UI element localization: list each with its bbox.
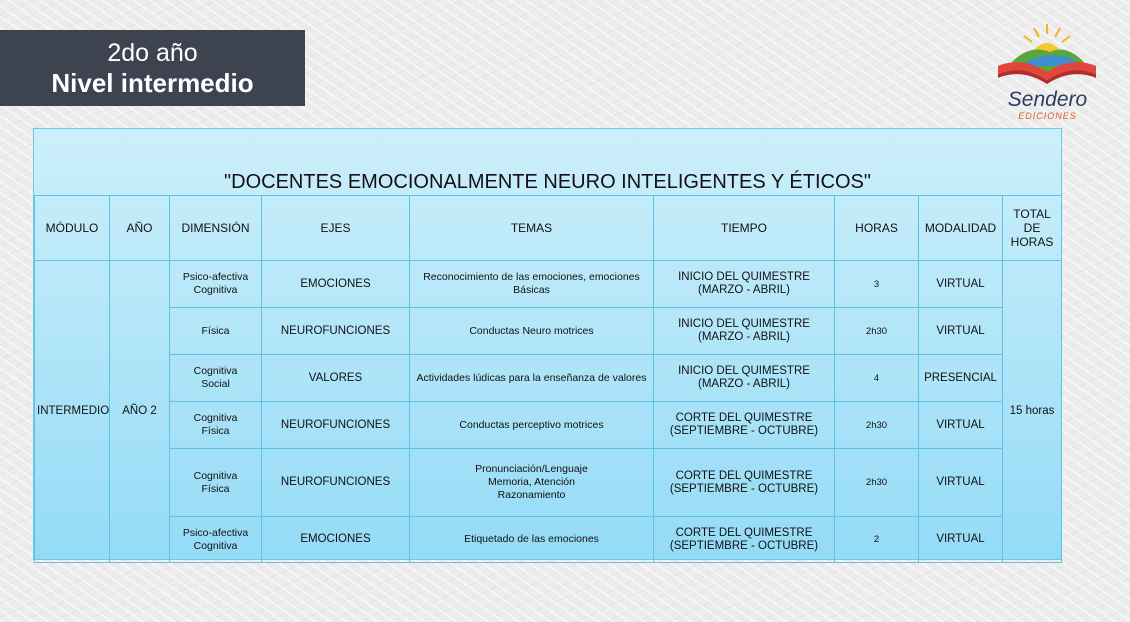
table-row [35, 261, 1062, 308]
anio-cell: AÑO 2 [110, 261, 170, 563]
tiempo-line: (SEPTIEMBRE - OCTUBRE) [669, 425, 819, 437]
col-tiempo: TIEMPO [654, 196, 835, 261]
temas-cell [410, 308, 654, 355]
col-ejes: EJES [262, 196, 410, 261]
temas-cell [410, 517, 654, 563]
level-title-box [0, 30, 305, 106]
tiempo-cell [654, 449, 835, 517]
eje-cell: NEUROFUNCIONES [262, 308, 410, 355]
dimension-line: Física [201, 482, 230, 495]
col-temas: TEMAS [410, 196, 654, 261]
col-total-horas: TOTAL DE HORAS [1003, 196, 1062, 261]
modalidad-cell: PRESENCIAL [919, 355, 1003, 402]
horas-cell: 2h30 [835, 402, 919, 449]
dimension-cell [170, 308, 262, 355]
header-row [35, 196, 1062, 261]
modalidad-cell: VIRTUAL [919, 261, 1003, 308]
eje-cell: EMOCIONES [262, 261, 410, 308]
tiempo-line: CORTE DEL QUIMESTRE [675, 412, 813, 424]
dimension-line: Física [201, 324, 230, 337]
temas-line: Etiquetado de las emociones [464, 533, 599, 545]
horas-cell: 4 [835, 355, 919, 402]
logo-name: Sendero [1007, 88, 1088, 111]
temas-line: Conductas perceptivo motrices [459, 418, 604, 431]
modalidad-cell: VIRTUAL [919, 517, 1003, 563]
tiempo-line: INICIO DEL QUIMESTRE [678, 318, 810, 330]
temas-line: Reconocimiento de las emociones, emociones [423, 271, 640, 283]
eje-cell: NEUROFUNCIONES [262, 449, 410, 517]
dimension-cell [170, 449, 262, 517]
program-table-panel [33, 128, 1062, 560]
tiempo-line: INICIO DEL QUIMESTRE [678, 271, 810, 283]
year-label: 2do año [107, 38, 198, 67]
modalidad-cell: VIRTUAL [919, 402, 1003, 449]
program-table [34, 195, 1062, 563]
table-row [35, 308, 1062, 355]
table-row [35, 517, 1062, 563]
eje-cell: VALORES [262, 355, 410, 402]
modulo-cell: INTERMEDIO [35, 261, 110, 563]
tiempo-line: CORTE DEL QUIMESTRE [675, 469, 813, 482]
horas-cell: 2h30 [835, 449, 919, 517]
tiempo-line: (MARZO - ABRIL) [697, 331, 790, 343]
dimension-line: Cognitiva [193, 284, 238, 296]
temas-line: Conductas Neuro motrices [469, 324, 594, 337]
level-label: Nivel intermedio [51, 67, 254, 98]
dimension-line: Social [201, 378, 230, 390]
temas-line: Razonamiento [497, 489, 566, 501]
tiempo-cell [654, 517, 835, 563]
tiempo-line: (SEPTIEMBRE - OCTUBRE) [669, 539, 819, 552]
col-modulo: MÓDULO [35, 196, 110, 261]
eje-cell: NEUROFUNCIONES [262, 402, 410, 449]
table-row [35, 402, 1062, 449]
horas-cell: 2 [835, 517, 919, 563]
tiempo-cell [654, 402, 835, 449]
col-dimension: DIMENSIÓN [170, 196, 262, 261]
temas-cell [410, 402, 654, 449]
dimension-line: Física [201, 425, 230, 437]
col-modalidad: MODALIDAD [919, 196, 1003, 261]
tiempo-cell [654, 308, 835, 355]
tiempo-cell [654, 355, 835, 402]
dimension-line: Cognitiva [193, 539, 238, 552]
tiempo-line: INICIO DEL QUIMESTRE [678, 365, 810, 377]
horas-cell: 3 [835, 261, 919, 308]
table-row [35, 449, 1062, 517]
book-sunrise-icon [990, 22, 1105, 94]
eje-cell: EMOCIONES [262, 517, 410, 563]
temas-cell [410, 355, 654, 402]
dimension-line: Psico-afectiva [182, 271, 249, 283]
temas-line: Básicas [513, 284, 550, 296]
tiempo-line: (MARZO - ABRIL) [697, 378, 790, 390]
temas-line: Pronunciación/Lenguaje [475, 463, 588, 475]
tiempo-line: CORTE DEL QUIMESTRE [675, 526, 813, 539]
temas-line: Memoria, Atención [488, 476, 575, 488]
dimension-cell [170, 517, 262, 563]
tiempo-line: (MARZO - ABRIL) [697, 284, 790, 296]
modalidad-cell: VIRTUAL [919, 449, 1003, 517]
total-horas-cell: 15 horas [1003, 261, 1062, 563]
tiempo-line: (SEPTIEMBRE - OCTUBRE) [669, 482, 819, 495]
col-horas: HORAS [835, 196, 919, 261]
dimension-line: Cognitiva [193, 412, 238, 424]
col-anio: AÑO [110, 196, 170, 261]
sendero-logo [985, 18, 1110, 126]
dimension-cell [170, 402, 262, 449]
logo-subtitle: EDICIONES [1018, 111, 1077, 121]
temas-cell [410, 261, 654, 308]
modalidad-cell: VIRTUAL [919, 308, 1003, 355]
tiempo-cell [654, 261, 835, 308]
dimension-line: Cognitiva [193, 365, 238, 377]
dimension-cell [170, 355, 262, 402]
temas-line: Actividades lúdicas para la enseñanza de valores [416, 371, 647, 384]
dimension-line: Cognitiva [193, 469, 238, 482]
table-row [35, 355, 1062, 402]
temas-cell [410, 449, 654, 517]
dimension-line: Psico-afectiva [182, 526, 249, 539]
dimension-cell [170, 261, 262, 308]
horas-cell: 2h30 [835, 308, 919, 355]
table-title: "DOCENTES EMOCIONALMENTE NEURO INTELIGENTES Y ÉTICOS" [224, 171, 871, 193]
